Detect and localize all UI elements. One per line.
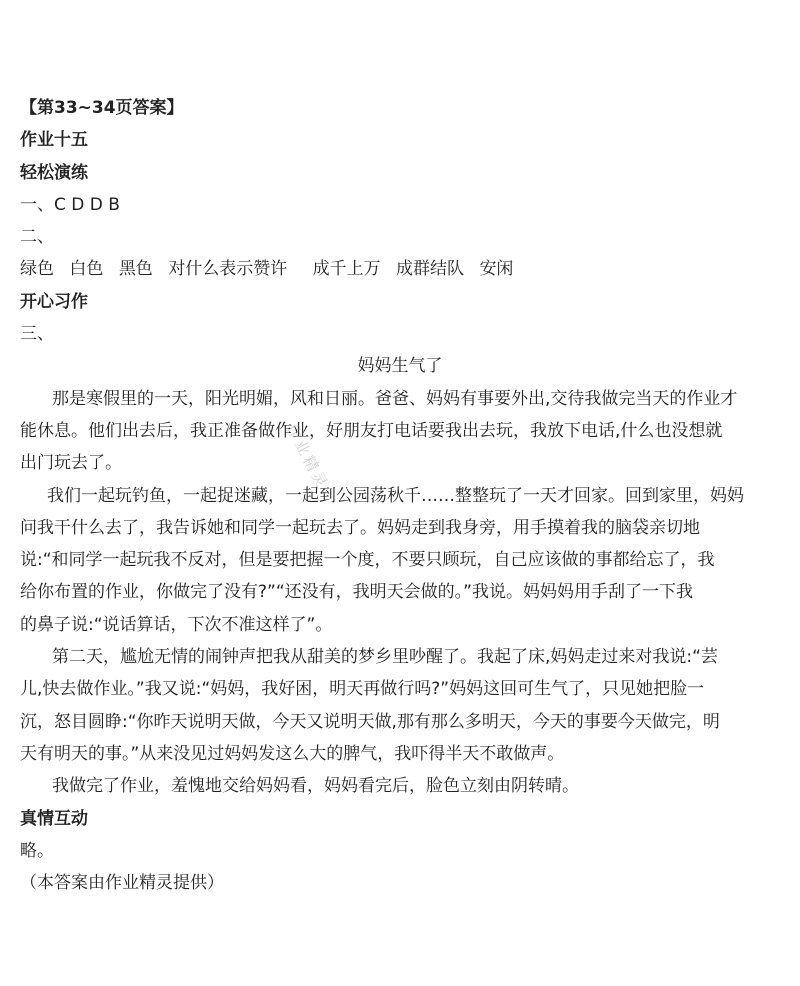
essay-line: 的鼻子说:“说话算话，下次不准这样了”。 bbox=[20, 614, 333, 635]
subsection-title-interaction: 真情互动 bbox=[20, 808, 88, 829]
answer-q1: 一、C D D B bbox=[20, 194, 120, 215]
essay-line: 给你布置的作业，你做完了没有?”“还没有，我明天会做的。”我说。妈妈妈用手刮了一下我 bbox=[20, 582, 693, 603]
answer-item: 成群结队 bbox=[396, 259, 465, 280]
answer-q4: 略。 bbox=[20, 840, 54, 861]
footer-note: （本答案由作业精灵提供） bbox=[20, 873, 224, 894]
answer-page bbox=[20, 92, 780, 899]
subsection-title-practice: 轻松演练 bbox=[20, 162, 88, 183]
answer-item: 对什么表示赞许 bbox=[168, 259, 288, 280]
answer-item: 安闲 bbox=[479, 259, 514, 280]
essay-line: 天有明天的事。”从来没见过妈妈发这么大的脾气，我吓得半天不敢做声。 bbox=[20, 743, 565, 764]
essay-title: 妈妈生气了 bbox=[357, 356, 443, 377]
section-title: 作业十五 bbox=[20, 130, 88, 151]
essay-line: 我们一起玩钓鱼，一起捉迷藏，一起到公园荡秋千……整整玩了一天才回家。回到家里，妈妈 bbox=[47, 485, 744, 506]
essay-line: 那是寒假里的一天，阳光明媚，风和日丽。爸爸、妈妈有事要外出,交待我做完当天的作业才 bbox=[52, 388, 738, 409]
essay-line: 我做完了作业，羞愧地交给妈妈看，妈妈看完后，脸色立刻由阴转晴。 bbox=[52, 776, 579, 797]
answer-q2-items bbox=[20, 253, 780, 285]
answer-q2-label: 二、 bbox=[20, 227, 54, 248]
essay-line: 沉，怒目圆睁:“你昨天说明天做，今天又说明天做,那有那么多明天，今天的事要今天做完，明 bbox=[20, 711, 720, 732]
essay-line: 说:“和同学一起玩我不反对，但是要把握一个度，不要只顾玩，自己应该做的事都给忘了，我 bbox=[20, 550, 715, 571]
essay-line: 能休息。他们出去后，我正准备做作业，好朋友打电话要我出去玩，我放下电话,什么也没想就 bbox=[20, 420, 723, 441]
answer-item: 黑色 bbox=[118, 259, 153, 280]
answer-q3-label: 三、 bbox=[20, 324, 54, 345]
answer-item: 绿色 bbox=[20, 259, 54, 280]
essay-line: 第二天，尴尬无情的闹钟声把我从甜美的梦乡里吵醒了。我起了床,妈妈走过来对我说:“芸 bbox=[52, 647, 718, 668]
essay-line: 问我干什么去了，我告诉她和同学一起玩去了。妈妈走到我身旁，用手摸着我的脑袋亲切地 bbox=[20, 517, 700, 538]
answer-item: 白色 bbox=[69, 259, 104, 280]
answer-item: 成千上万 bbox=[312, 259, 381, 280]
page-header: 【第33~34页答案】 bbox=[20, 98, 184, 118]
watermark: 作业精灵 bbox=[282, 420, 333, 493]
subsection-title-writing: 开心习作 bbox=[20, 291, 88, 312]
essay-line: 儿,快去做作业。”我又说:“妈妈，我好困，明天再做行吗?”妈妈这回可生气了，只见她把脸一 bbox=[20, 679, 705, 700]
essay-line: 出门玩去了。 bbox=[20, 453, 122, 474]
